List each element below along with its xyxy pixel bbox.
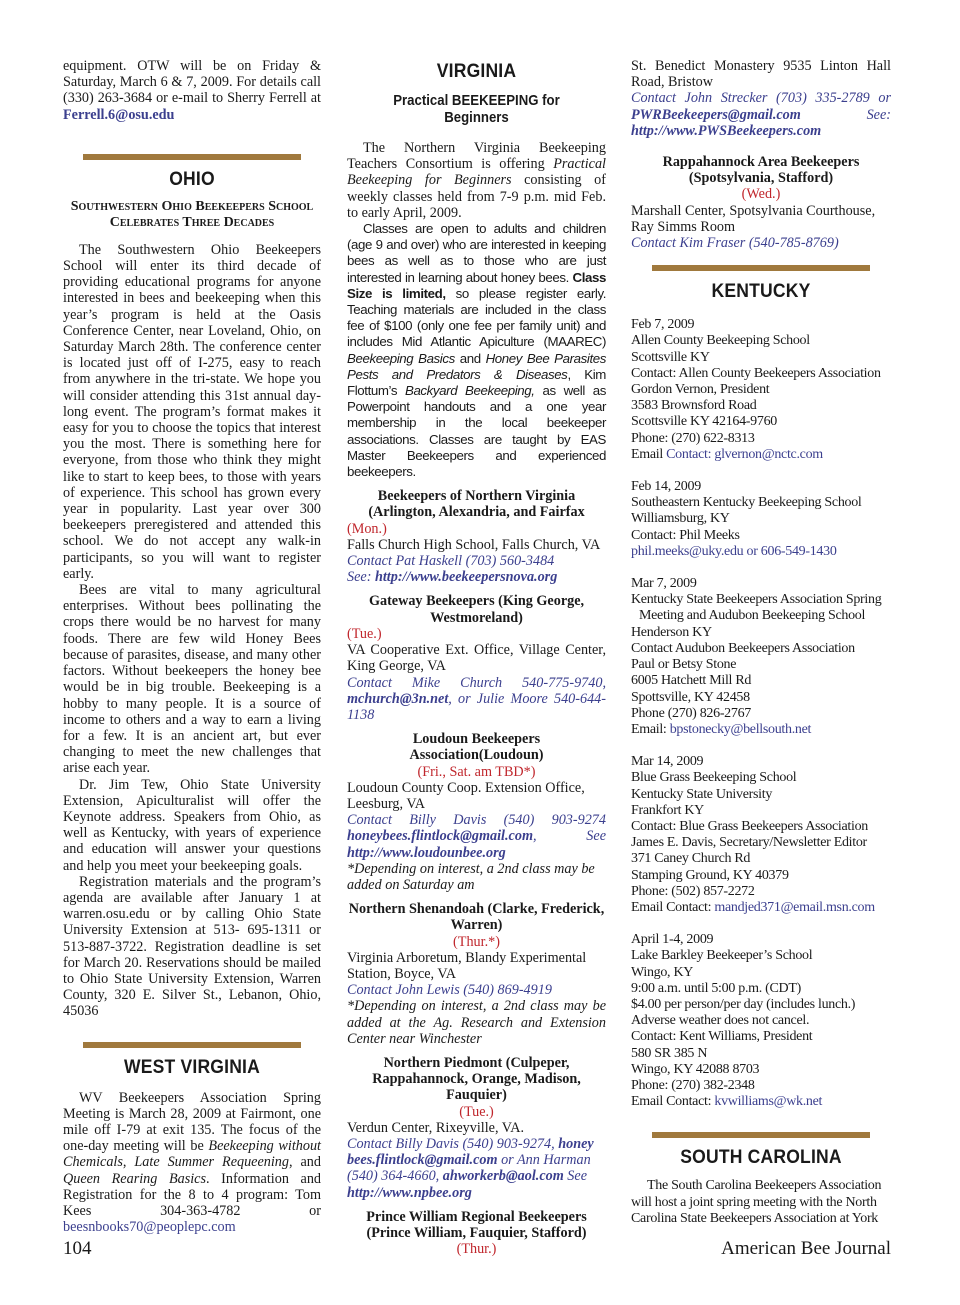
- event-line: 3583 Brownsford Road: [631, 398, 757, 414]
- event-line: 580 SR 385 N: [631, 1045, 708, 1061]
- event-line: Lake Barkley Beekeeper’s School: [631, 948, 813, 964]
- group-day-shenandoah: (Thur.*): [453, 933, 500, 950]
- contact-text: Contact John Strecker (703) 335-2789 or: [631, 90, 891, 107]
- va-text: so please register early. Teaching materials are included in the class fee of $100 (only one fee per family unit) and includes Mid Atlantic Apiculture (MAAREC): [347, 285, 606, 350]
- see-label: See: [563, 1168, 587, 1185]
- group-location-gateway: VA Cooperative Ext. Office, Village Center, King George, VA: [347, 642, 606, 675]
- va-course-title: Practical Beekeeping for Beginners: [347, 156, 606, 189]
- va-text: , Kim Flottum’s: [347, 366, 606, 399]
- event-line: Phone: (270) 622-8313: [631, 430, 755, 446]
- email-label: Email:: [631, 721, 670, 737]
- kentucky-event: [631, 576, 891, 738]
- ohio-intro-text: equipment. OTW will be on Friday & Saturday, March 6 & 7, 2009. For details call (330) 263-3684 or e-mail to Sherry Ferrell at: [63, 58, 321, 107]
- contact-text: , or Julie Moore 540-644-1138: [347, 690, 606, 723]
- ohio-subheading: Southwestern Ohio Beekeepers School Celebrates Three Decades: [70, 198, 314, 230]
- event-line: Phone (270) 826-2767: [631, 705, 751, 721]
- group-title-prince-william: Prince William Regional Beekeepers (Prince William, Fauquier, Stafford): [366, 1208, 587, 1241]
- wv-topic: Queen Rearing Basics: [63, 1170, 206, 1187]
- event-line: Meeting and Audubon Beekeeping School: [639, 608, 866, 624]
- event-line: Mar 14, 2009: [631, 754, 704, 770]
- group-title-nova: Beekeepers of Northern Virginia (Arlington, Alexandria, and Fairfax: [368, 488, 585, 521]
- va-book-title: Honey Bee Parasites Pests and Predators & Diseases: [347, 350, 606, 382]
- group-contact-rappahannock: Contact Kim Fraser (540-785-8769): [631, 235, 839, 252]
- pwr-email-link[interactable]: PWRBeekeepers@gmail.com: [631, 106, 801, 123]
- group-location-piedmont: Verdun Center, Rixeyville, VA.: [347, 1119, 525, 1136]
- loudoun-url-link[interactable]: http://www.loudounbee.org: [347, 844, 506, 861]
- event-line: Blue Grass Beekeeping School: [631, 770, 797, 786]
- journal-name: American Bee Journal: [721, 1238, 891, 1259]
- virginia-paragraph-1: [347, 140, 606, 221]
- va-text: Classes are open to adults and children (age 9 and over) who are interested in keeping bees as well as to those who are just interested in learning about honey bees.: [347, 221, 606, 285]
- column-middle: [347, 58, 606, 1257]
- va-class-size: Class Size is limited,: [347, 269, 606, 301]
- honeybees-email-link[interactable]: honeybees.flintlock@gmail.com: [347, 828, 533, 845]
- group-location-nova: Falls Church High School, Falls Church, VA: [347, 536, 601, 553]
- event-line: James E. Davis, Secretary/Newsletter Editor: [631, 835, 867, 851]
- email-label: Email: [631, 446, 667, 462]
- group-contact-gateway: [347, 675, 606, 724]
- va-book-title: Beekeeping Basics: [347, 350, 455, 366]
- event-email-line: [631, 722, 891, 738]
- event-line: Feb 14, 2009: [631, 479, 701, 495]
- event-line: 6005 Hatchett Mill Rd: [631, 673, 752, 689]
- email-suffix: or 606-549-1430: [743, 543, 837, 559]
- event-email-line: [631, 447, 891, 463]
- event-line: Contact: Blue Grass Beekeepers Association: [631, 818, 869, 834]
- contact-text: Contact Mike Church 540-775-9740,: [347, 674, 606, 691]
- see-label: , See: [532, 828, 606, 845]
- wv-sep: ,: [122, 1154, 135, 1171]
- event-line: Adverse weather does not cancel.: [631, 1013, 810, 1029]
- pws-url-link[interactable]: http://www.PWSBeekeepers.com: [631, 122, 822, 139]
- event-line: Gordon Vernon, President: [631, 382, 770, 398]
- va-book-title: Backyard Beekeeping,: [404, 383, 535, 399]
- ohio-paragraph: The Southwestern Ohio Beekeepers School will enter its third decade of providing educational programs for anyone interested in bees and beekeeping when this year’s program is held at the Oasis Conference Center, near Loveland, Ohio, on Saturday March 28th. The conference center is located just off of I-275, easy to reach from anywhere in the tri-state. We hope you will consider attending this 31st annual day-long event. The program’s format makes it easy for you to choose the topics that interest you the most. There is something here for everyone, from those who think they might like to start to keep bees, to those with years of experience. This school has grown every year in popularity. Last year over 300 beekeepers preregistered and attended this school. We do not accept any walk-in participants, so you will want to register early.: [63, 241, 321, 582]
- npbee-url-link[interactable]: http://www.npbee.org: [347, 1184, 472, 1201]
- group-contact-nova: Contact Pat Haskell (703) 560-3484: [347, 553, 555, 570]
- west-virginia-paragraph: [63, 1090, 321, 1236]
- group-location-shenandoah: Virginia Arboretum, Blandy Experimental Station, Boyce, VA: [347, 949, 587, 982]
- wv-sep: , and: [289, 1154, 321, 1171]
- ahworkerb-email-link[interactable]: ahworkerb@aol.com: [442, 1168, 564, 1185]
- event-line: Feb 7, 2009: [631, 317, 695, 333]
- event-line: Contact: Kent Williams, President: [631, 1029, 813, 1045]
- event-line: 9:00 a.m. until 5:00 p.m. (CDT): [631, 980, 801, 996]
- ohio-intro-paragraph: [63, 58, 321, 123]
- group-title-shenandoah: Northern Shenandoah (Clarke, Frederick, Warren): [348, 901, 605, 934]
- group-day-prince-william: (Thur.): [456, 1241, 497, 1258]
- event-email-line: [631, 900, 891, 916]
- ohio-paragraph: Dr. Jim Tew, Ohio State University Extension, Apiculturalist will offer the Keynote address. Speakers from Ohio, as well as Kentucky, with years of experience and education will answer your questions and help you meet your beekeeping goals.: [63, 776, 321, 874]
- ohio-paragraph: Bees are vital to many agricultural enterprises. Without bees pollinating the crops there would be no harvest for many foods. There are few wild Honey Bees because of parasites, disease, and many other factors. Without beekeepers the honey bee would be in big trouble. Beekeeping is a hobby to many people. It is a source of income to others and a way to earn a living for a few. It is an ancient art, but ever changing to meet the new challenges that arise each year.: [63, 582, 321, 777]
- kentucky-event: [631, 932, 891, 1110]
- event-line: Mar 7, 2009: [631, 576, 697, 592]
- va-text: as well as Powerpoint handouts and a one year membership in the local beekeeper associations. Classes are taught by EAS Master Beekeepers and experienced beekeepers.: [347, 383, 607, 480]
- virginia-heading: VIRGINIA: [436, 60, 517, 82]
- event-line: Phone: (502) 857-2272: [631, 883, 755, 899]
- group-note-loudoun: *Depending on interest, a 2nd class may be added on Saturday am: [347, 860, 595, 893]
- event-line: Williamsburg, KY: [631, 511, 730, 527]
- page-number: 104: [63, 1238, 92, 1259]
- bpstonecky-email-link[interactable]: bpstonecky@bellsouth.net: [669, 721, 812, 737]
- contact-text: Contact Billy Davis (540) 903-9274: [347, 812, 606, 829]
- wv-topic: Beekeeping without Chemicals: [63, 1138, 321, 1171]
- group-note-shenandoah: *Depending on interest, a 2nd class may be added at the Ag. Research and Extension Center near Winchester: [347, 998, 606, 1047]
- group-day-piedmont: (Tue.): [459, 1103, 494, 1120]
- wv-topic: Late Summer Requeening: [134, 1154, 289, 1171]
- group-location-rappahannock: Marshall Center, Spotsylvania Courthouse, Ray Simms Room: [631, 202, 876, 235]
- contact-text: or Ann Harman (540) 364-4660,: [347, 1152, 591, 1185]
- event-line: Contact Audubon Beekeepers Association: [631, 640, 855, 656]
- email-label: Email Contact:: [631, 899, 715, 915]
- see-label: See:: [800, 106, 891, 123]
- kentucky-event: [631, 754, 891, 916]
- event-line: Frankfort KY: [631, 802, 704, 818]
- ferrell-email-link[interactable]: Ferrell.6@osu.edu: [63, 106, 175, 123]
- ohio-heading: OHIO: [169, 167, 215, 190]
- group-title-loudoun: Loudoun Beekeepers Association(Loudoun): [409, 731, 544, 764]
- event-line: Contact: Phil Meeks: [631, 527, 740, 543]
- event-line: Spottsville, KY 42458: [631, 689, 750, 705]
- va-text: The Northern Virginia Beekeeping Teachers Consortium is offering: [347, 140, 606, 173]
- wv-text: WV Beekeepers Association Spring Meeting is March 28, 2009 at Fairmont, one mile off I-79 at exit 135. The focus of the one-day meeting will be: [63, 1089, 321, 1155]
- group-location-loudoun: Loudoun County Coop. Extension Office, Leesburg, VA: [347, 779, 585, 812]
- event-line: Scottsville KY 42164-9760: [631, 414, 777, 430]
- event-line: Wingo, KY: [631, 964, 694, 980]
- beesnbooks-email-link[interactable]: beesnbooks70@peoplepc.com: [63, 1219, 236, 1236]
- virginia-subheading: Practical BEEKEEPING for Beginners: [393, 92, 560, 126]
- event-line: Phone: (270) 382-2348: [631, 1077, 755, 1093]
- see-label: See:: [347, 569, 375, 586]
- group-see-nova: [347, 569, 606, 585]
- event-email-line: [631, 544, 891, 560]
- virginia-paragraph-2: [347, 221, 606, 480]
- event-line: 371 Caney Church Rd: [631, 851, 751, 867]
- event-line: Paul or Betsy Stone: [631, 657, 737, 673]
- kvwilliams-email-link[interactable]: kvwilliams@wk.net: [714, 1094, 823, 1110]
- group-contact-piedmont: [347, 1136, 606, 1201]
- event-line: Kentucky State Beekeepers Association Spring: [631, 592, 882, 608]
- va-text: consisting of weekly classes held from 7-9 p.m. mid Feb. to early April, 2009.: [347, 172, 606, 221]
- event-line: Wingo, KY 42088 8703: [631, 1061, 760, 1077]
- honeybees-email-link[interactable]: honey bees.flintlock@gmail.com: [347, 1135, 594, 1169]
- group-day-gateway: (Tue.): [347, 625, 382, 642]
- south-carolina-heading: SOUTH CAROLINA: [680, 1146, 842, 1169]
- group-title-piedmont: Northern Piedmont (Culpeper, Rappahannock, Orange, Madison, Fauquier): [372, 1054, 581, 1104]
- mandjed-email-link[interactable]: mandjed371@email.msn.com: [714, 899, 875, 915]
- group-title-rappahannock: Rappahannock Area Beekeepers (Spotsylvania, Stafford): [662, 154, 860, 187]
- column-left: [63, 58, 321, 1235]
- event-line: Stamping Ground, KY 40379: [631, 867, 789, 883]
- email-label: Email Contact:: [631, 1094, 715, 1110]
- nova-url-link[interactable]: http://www.beekeepersnova.org: [374, 569, 558, 586]
- group-day-rappahannock: (Wed.): [741, 186, 781, 203]
- event-line: Scottsville KY: [631, 349, 710, 365]
- mchurch-email-link[interactable]: mchurch@3n.net: [347, 690, 449, 707]
- group-contact-shenandoah: Contact John Lewis (540) 869-4919: [347, 982, 552, 999]
- column-right: [631, 58, 891, 1227]
- glvernon-email-link[interactable]: Contact: glvernon@nctc.com: [666, 446, 823, 462]
- event-line: $4.00 per person/per day (includes lunch.): [631, 996, 856, 1012]
- group-location-prince-william: St. Benedict Monastery 9535 Linton Hall Road, Bristow: [631, 58, 891, 91]
- kentucky-events: [631, 317, 891, 1110]
- wv-text: . Information and Registration for the 8 to 4 program: Tom Kees 304-363-4782 or: [63, 1170, 322, 1219]
- kentucky-heading: KENTUCKY: [711, 280, 811, 303]
- ohio-paragraph: Registration materials and the program’s agenda are available after January 1 at warren.osu.edu or by calling Ohio State University Extension at 513- 695-1311 or 513-887-3722. Registration deadline is set for March 20. Reservations should be mailed to Ohio State University Extension, Warren County, 320 E. Silver St., Lebanon, Ohio, 45036: [63, 873, 321, 1020]
- event-line: Henderson KY: [631, 624, 712, 640]
- kentucky-event: [631, 479, 891, 560]
- va-text: and: [454, 350, 486, 366]
- south-carolina-paragraph: The South Carolina Beekeepers Association will host a joint spring meeting with the North Carolina State Beekeepers Association at York: [631, 1178, 882, 1226]
- event-line: Kentucky State University: [631, 786, 773, 802]
- west-virginia-heading: WEST VIRGINIA: [124, 1055, 260, 1078]
- group-day-loudoun: (Fri., Sat. am TBD*): [417, 763, 536, 780]
- group-day-nova: (Mon.): [347, 520, 387, 537]
- group-title-gateway: Gateway Beekeepers (King George, Westmoreland): [368, 593, 585, 626]
- kentucky-event: [631, 317, 891, 463]
- contact-text: Contact Billy Davis (540) 903-9274,: [347, 1135, 559, 1152]
- event-line: Southeastern Kentucky Beekeeping School: [631, 495, 862, 511]
- group-contact-prince-william: [631, 90, 891, 139]
- event-line: April 1-4, 2009: [631, 932, 714, 948]
- event-line: Allen County Beekeeping School: [631, 333, 810, 349]
- event-line: Contact: Allen County Beekeepers Association: [631, 365, 881, 381]
- phil-meeks-email-link[interactable]: phil.meeks@uky.edu: [631, 543, 744, 559]
- event-email-line: [631, 1094, 891, 1110]
- group-contact-loudoun: [347, 812, 606, 861]
